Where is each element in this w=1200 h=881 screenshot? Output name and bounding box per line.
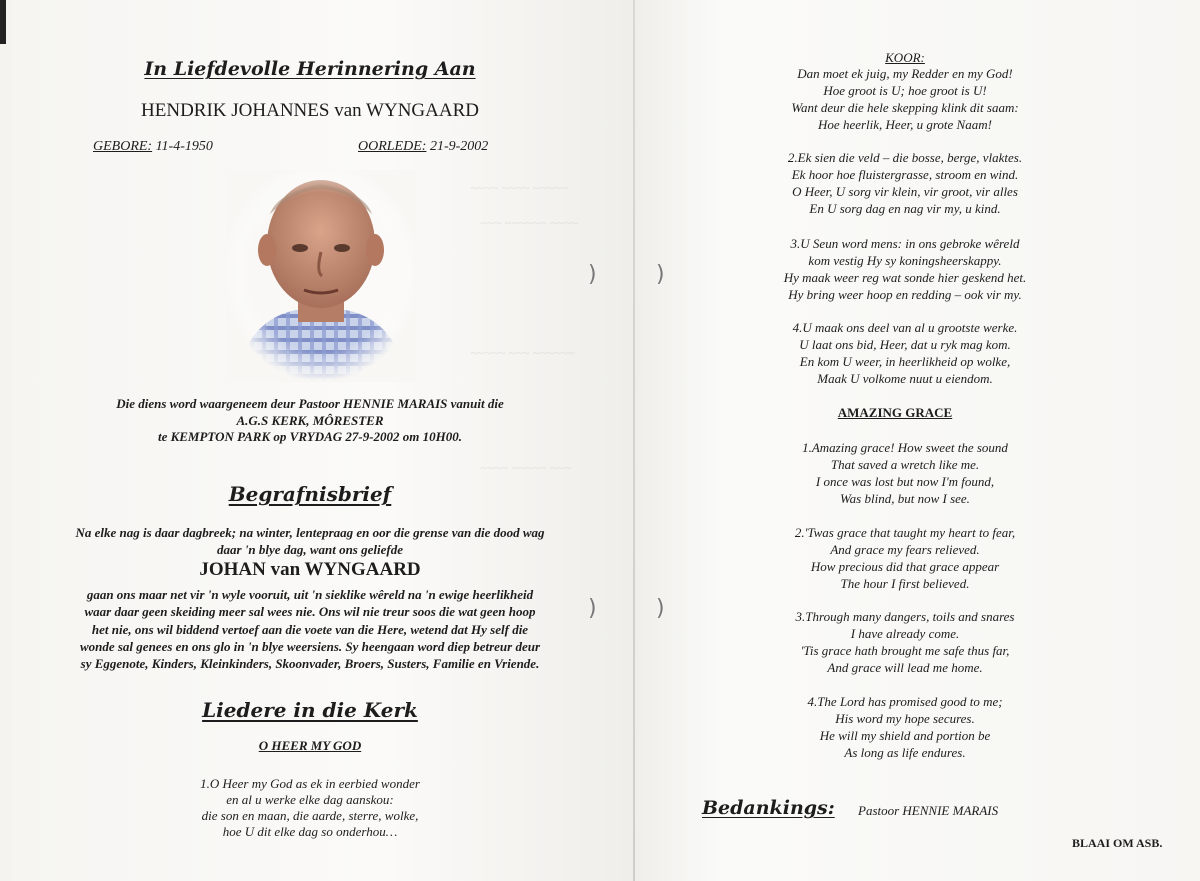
bleed-through-text: ~~~~ ~~~~ ~~~~~ (470, 180, 568, 195)
scan-edge-mark (0, 0, 6, 44)
letter-line: het nie, ons wil biddend vertoef aan die voete van die Here, wetend dat Hy self die (91, 621, 529, 637)
verse-line: 4.U maak ons deel van al u grootste werke. (792, 320, 1018, 335)
service-line: A.G.S KERK, MÔRESTER (236, 412, 384, 428)
verse-line: die son en maan, die aarde, sterre, wolke, (201, 808, 419, 823)
verse-line: His word my hope secures. (835, 710, 975, 726)
page-fold (633, 0, 635, 881)
hymn-verse (110, 776, 510, 840)
letter-title: Begrafnisbrief (228, 482, 392, 506)
letter-line: Na elke nag is daar dagbreek; na winter, lentepraag en oor die grense van die dood wag (75, 525, 545, 540)
verse-line: Was blind, but now I see. (840, 490, 970, 506)
verse-line: 3.Through many dangers, toils and snares (795, 609, 1015, 624)
verse-line: Hoe groot is U; hoe groot is U! (823, 82, 987, 98)
hymn-verse-2 (740, 150, 1070, 218)
verse-line: 4.The Lord has promised good to me; (807, 694, 1003, 709)
verse-line: en al u werke elke dag aanskou: (226, 792, 394, 807)
bleed-through-text: ~~~~ ~~~~~ ~~~ (480, 460, 571, 475)
verse-line: hoe U dit elke dag so onderhou… (222, 824, 398, 839)
hymn-verse-3 (740, 236, 1070, 304)
verse-line: U laat ons bid, Heer, dat u ryk mag kom. (799, 336, 1011, 352)
verse-line: How precious did that grace appear (810, 558, 1000, 574)
verse-line: And grace will lead me home. (827, 659, 983, 675)
verse-line: O Heer, U sorg vir klein, vir groot, vir alles (792, 183, 1018, 199)
thanks-heading: Bedankings: (702, 797, 835, 819)
memorial-heading: In Liefdevolle Herinnering Aan (144, 58, 476, 80)
verse-line: And grace my fears relieved. (830, 541, 980, 557)
chorus-title: KOOR: (885, 50, 925, 65)
service-line: Die diens word waargeneem deur Pastoor HENNIE MARAIS vanuit die (116, 396, 504, 411)
letter-line: gaan ons maar net vir 'n wyle vooruit, uit 'n sieklike wêreld na 'n ewige heerlikheid (86, 587, 534, 602)
verse-line: En U sorg dag en nag vir my, u kind. (809, 200, 1001, 216)
bleed-through-text: ~~~~~ ~~~ ~~~~~~ (470, 345, 575, 360)
letter-line: wonde sal genees en ons glo in 'n blye weersiens. Sy heengaan word diep betreur deur (79, 638, 541, 654)
verse-line: kom vestig Hy sy koningsheerskappy. (808, 252, 1002, 268)
letter-line: daar 'n blye dag, want ons geliefde (217, 542, 403, 557)
letter-body (20, 586, 600, 672)
turn-over-note: BLAAI OM ASB. (1072, 836, 1163, 850)
death-date (358, 139, 488, 155)
verse-line: That saved a wretch like me. (830, 456, 980, 472)
punch-hole-mark: ) (656, 262, 665, 287)
grace-verse-3 (740, 609, 1070, 677)
punch-hole-mark: ) (588, 596, 597, 621)
verse-line: Maak U volkome nuut u eiendom. (817, 370, 993, 386)
birth-date-value: 11-4-1950 (155, 139, 213, 154)
verse-line: 3.U Seun word mens: in ons gebroke wêreld (790, 236, 1020, 251)
grace-verse-1 (740, 440, 1070, 508)
punch-hole-mark: ) (588, 262, 597, 287)
verse-line: En kom U weer, in heerlikheid op wolke, (799, 353, 1011, 369)
verse-line: Ek hoor hoe fluistergrasse, stroom en wind. (791, 166, 1019, 182)
birth-label: GEBORE: (93, 139, 153, 154)
bleed-through-text: ~~~ ~~~~~~ ~~~~ (480, 215, 578, 230)
service-details (60, 396, 560, 446)
deceased-name: HENDRIK JOHANNES van WYNGAARD (141, 100, 479, 121)
portrait-photo (226, 170, 416, 382)
hymns-heading: Liedere in die Kerk (202, 698, 418, 722)
verse-line: Hoe heerlik, Heer, u grote Naam! (818, 116, 992, 132)
letter-line: sy Eggenote, Kinders, Kleinkinders, Skoonvader, Broers, Susters, Familie en Vriende. (80, 656, 540, 672)
grace-verse-4 (740, 694, 1070, 762)
letter-intro (30, 524, 590, 558)
verse-line: I have already come. (850, 625, 960, 641)
verse-line: Dan moet ek juig, my Redder en my God! (797, 66, 1013, 81)
verse-line: The hour I first believed. (840, 575, 970, 591)
verse-line: 1.O Heer my God as ek in eerbied wonder (200, 776, 420, 791)
letter-name: JOHAN van WYNGAARD (199, 559, 421, 580)
verse-line: Hy maak weer reg wat sonde hier geskend het. (783, 269, 1027, 285)
thanks-name: Pastoor HENNIE MARAIS (858, 803, 999, 818)
verse-line: 1.Amazing grace! How sweet the sound (802, 440, 1008, 455)
birth-date (93, 139, 213, 155)
death-label: OORLEDE: (358, 139, 427, 154)
verse-line: 2.Ek sien die veld – die bosse, berge, vlaktes. (787, 150, 1023, 165)
hymn-verse-4 (740, 320, 1070, 388)
verse-line: 'Tis grace hath brought me safe thus far, (800, 642, 1010, 658)
verse-line: 2.'Twas grace that taught my heart to fear, (794, 525, 1016, 540)
grace-verse-2 (740, 525, 1070, 593)
hymn-title: O HEER MY GOD (258, 738, 362, 753)
verse-line: I once was lost but now I'm found, (815, 473, 995, 489)
death-date-value: 21-9-2002 (429, 139, 489, 154)
chorus-verse (740, 66, 1070, 134)
letter-line: waar daar geen skeiding meer sal wees nie. Ons wil nie treur soos die wat geen hoop (84, 604, 536, 620)
service-line: te KEMPTON PARK op VRYDAG 27-9-2002 om 10H00. (157, 429, 463, 444)
verse-line: He will my shield and portion be (819, 727, 991, 743)
verse-line: As long as life endures. (844, 744, 966, 760)
verse-line: Want deur die hele skepping klink dit saam: (791, 99, 1019, 115)
hymn-title-amazing-grace: AMAZING GRACE (837, 405, 953, 420)
verse-line: Hy bring weer hoop en redding – ook vir my. (788, 286, 1022, 302)
punch-hole-mark: ) (656, 596, 665, 621)
